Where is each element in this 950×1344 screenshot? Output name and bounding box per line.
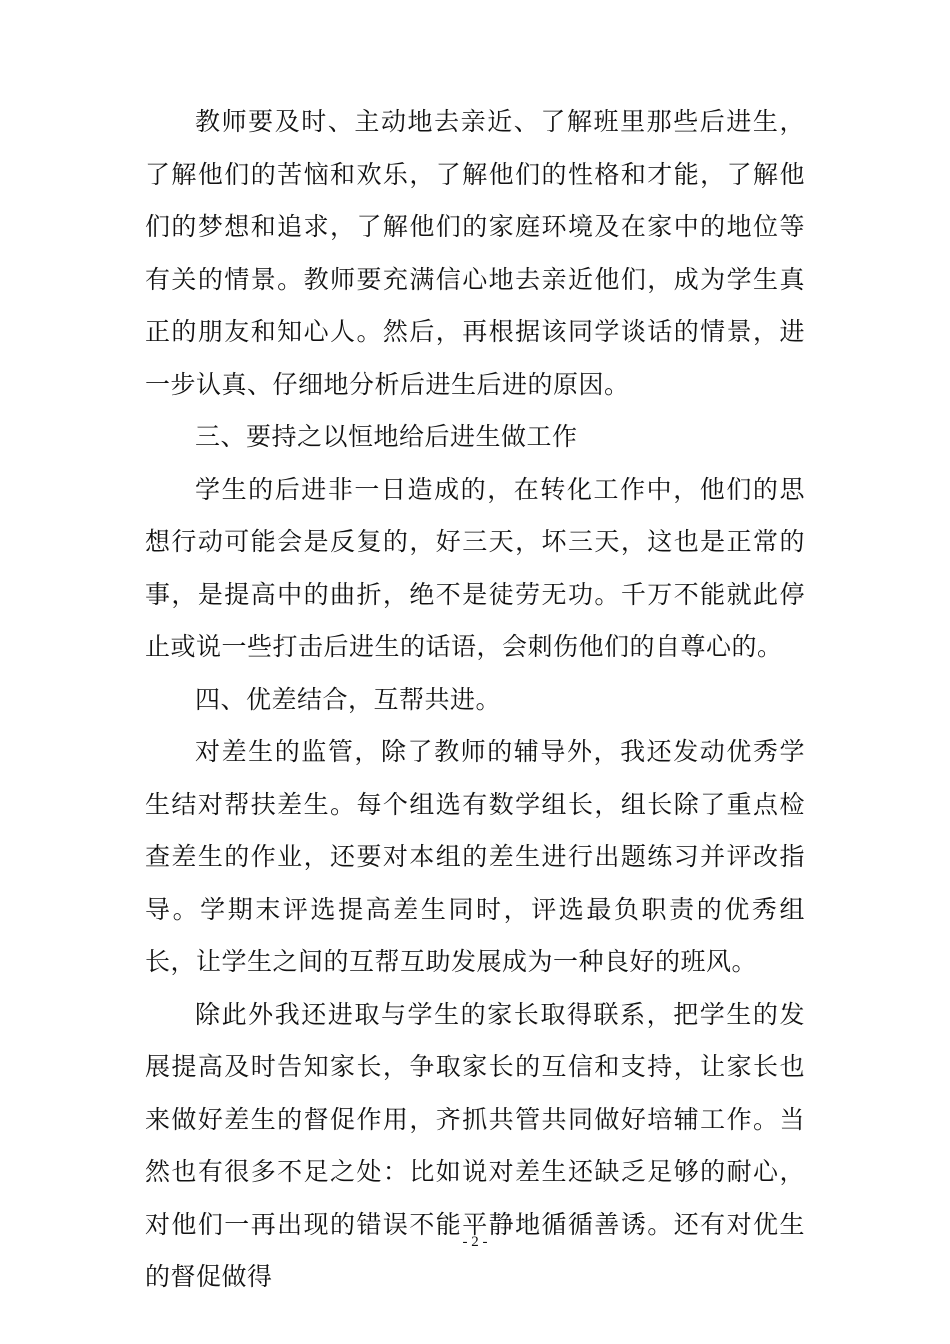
heading-persistence: 三、要持之以恒地给后进生做工作: [195, 422, 578, 451]
paragraph-teacher-approach: 教师要及时、主动地去亲近、了解班里那些后进生，了解他们的苦恼和欢乐，了解他们的性格和才能，了解他们的梦想和追求，了解他们的家庭环境及在家中的地位等有关的情景。教师要充满信心地去亲近他们，成为学生真正的朋友和知心人。然后，再根据该同学谈话的情景，进一步认真、仔细地分析后进生后进的原因。: [145, 107, 805, 399]
page-number: - 2 -: [462, 1234, 488, 1250]
heading-mutual-help: 四、优差结合，互帮共进。: [195, 684, 502, 714]
paragraph-persistence: 学生的后进非一日造成的，在转化工作中，他们的思想行动可能会是反复的，好三天，坏三天，这也是正常的事，是提高中的曲折，绝不是徒劳无功。千万不能就此停止或说一些打击后进生的话语，会刺伤他们的自尊心的。: [145, 474, 805, 661]
document-body: [145, 96, 805, 1304]
paragraph-parent-contact: 除此外我还进取与学生的家长取得联系，把学生的发展提高及时告知家长，争取家长的互信和支持，让家长也来做好差生的督促作用，齐抓共管共同做好培辅工作。当然也有很多不足之处：比如说对差生还缺乏足够的耐心，对他们一再出现的错误不能平静地循循善诱。还有对优生的督促做得: [145, 999, 805, 1291]
paragraph-mutual-help: 对差生的监管，除了教师的辅导外，我还发动优秀学生结对帮扶差生。每个组选有数学组长，组长除了重点检查差生的作业，还要对本组的差生进行出题练习并评改指导。学期末评选提高差生同时，评选最负职责的优秀组长，让学生之间的互帮互助发展成为一种良好的班风。: [145, 737, 805, 976]
